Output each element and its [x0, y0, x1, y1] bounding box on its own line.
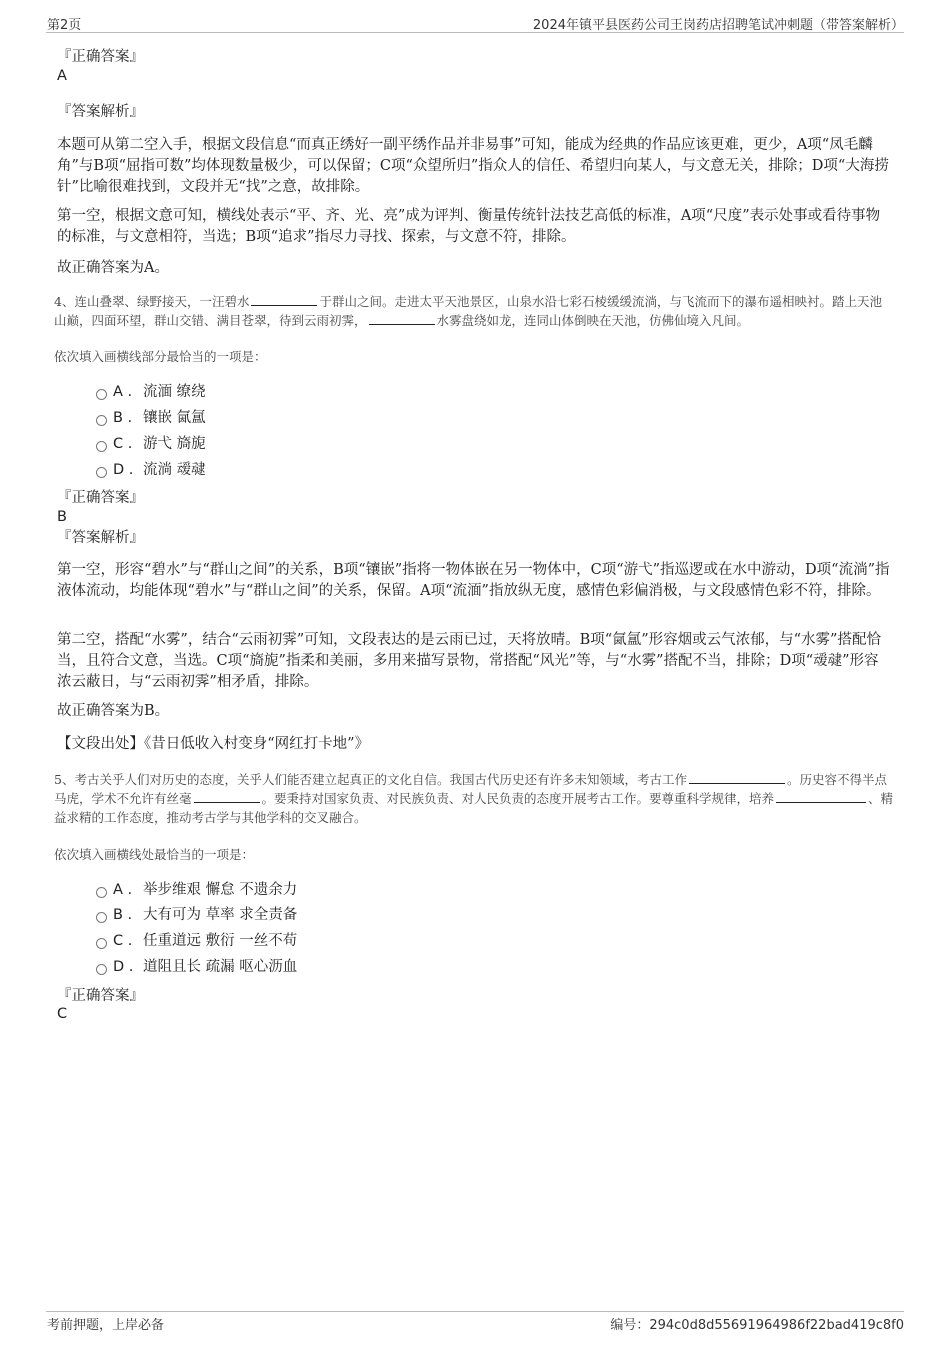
radio-icon[interactable] — [96, 938, 107, 949]
option-text: 游弋 旖旎 — [143, 436, 206, 452]
stem-text: 、精益求精的工作态度，推动考古学与其他学科的交叉融合。 — [54, 791, 894, 825]
correct-answer-label: 『正确答案』 — [57, 490, 144, 506]
correct-answer-value: A — [57, 68, 67, 84]
correct-answer-label: 『正确答案』 — [57, 988, 144, 1004]
source-citation: 【文段出处】《昔日低收入村变身“网红打卡地”》 — [57, 736, 370, 752]
analysis-paragraph: 第一空，形容“碧水”与“群山之间”的关系，B项“镶嵌”指将一物体嵌在另一物体中，C项“游弋”指巡逻或在水中游动，D项“流淌”指液体流动，均能体现“碧水”与“群山之间”的关系，保留。A项“流湎”指放纵无度，感情色彩偏消极，与文段感情色彩不符，排除。 — [57, 562, 890, 599]
analysis-conclusion: 故正确答案为B。 — [57, 703, 170, 719]
question-prompt: 依次填入画横线处最恰当的一项是： — [54, 847, 255, 862]
option-text: 流淌 叆叇 — [143, 462, 206, 478]
option-text: 举步维艰 懈怠 不遗余力 — [143, 882, 298, 898]
radio-icon[interactable] — [96, 964, 107, 975]
radio-icon[interactable] — [96, 887, 107, 898]
fill-blank — [689, 771, 785, 784]
option-letter: B . — [113, 907, 133, 923]
header-divider — [46, 32, 904, 33]
option-letter: D . — [113, 959, 134, 975]
radio-icon[interactable] — [96, 415, 107, 426]
question-stem — [54, 292, 894, 330]
fill-blank — [251, 293, 317, 306]
option-d[interactable] — [96, 957, 297, 977]
fill-blank — [194, 790, 260, 803]
analysis-paragraph: 本题可从第二空入手，根据文段信息“而真正绣好一副平绣作品并非易事”可知，能成为经典的作品应该更难，更少，A项“凤毛麟角”与B项“屈指可数”均体现数量极少，可以保留；C项“众望所归”指众人的信任、希望归向某人，与文意无关，排除；D项“大海捞针”比喻很难找到，文段并无“找”之意，故排除。 — [57, 137, 889, 195]
radio-icon[interactable] — [96, 912, 107, 923]
option-a[interactable] — [96, 880, 297, 900]
option-b[interactable] — [96, 408, 206, 428]
fill-blank — [369, 312, 435, 325]
option-text: 任重道远 敷衍 一丝不苟 — [143, 933, 298, 949]
option-text: 镶嵌 氤氲 — [143, 410, 206, 426]
option-text: 流湎 缭绕 — [143, 384, 206, 400]
footer-slogan: 考前押题，上岸必备 — [47, 1318, 165, 1333]
option-b[interactable] — [96, 905, 297, 925]
fill-blank — [776, 790, 866, 803]
analysis-conclusion: 故正确答案为A。 — [57, 260, 169, 276]
stem-text: 于群山之间。走进太平天池景区，山泉水沿七彩石棱缓缓流淌，与飞流而下的瀑布遥相映衬。踏上天池山巅，四面环望，群山交错、满目苍翠，待到云雨初霁， — [54, 294, 882, 328]
option-a[interactable] — [96, 382, 206, 402]
document-title: 2024年镇平县医药公司王岗药店招聘笔试冲刺题（带答案解析） — [532, 18, 904, 33]
answer-analysis-label: 『答案解析』 — [57, 530, 144, 546]
option-letter: C . — [113, 933, 133, 949]
option-d[interactable] — [96, 460, 206, 480]
option-c[interactable] — [96, 931, 297, 951]
analysis-paragraph: 第二空，搭配“水雾”，结合“云雨初霁”可知，文段表达的是云雨已过，天将放晴。B项“氤氲”形容烟或云气浓郁，与“水雾”搭配恰当，且符合文意，当选。C项“旖旎”指柔和美丽，多用来描写景物，常搭配“风光”等，与“水雾”搭配不当，排除；D项“叆叇”形容浓云蔽日，与“云雨初霁”相矛盾，排除。 — [57, 632, 881, 690]
page-number: 第2页 — [47, 18, 82, 33]
correct-answer-label: 『正确答案』 — [57, 49, 144, 65]
option-c[interactable] — [96, 434, 206, 454]
correct-answer-value: C — [57, 1006, 68, 1022]
footer-divider — [46, 1311, 904, 1312]
answer-analysis-label: 『答案解析』 — [57, 104, 144, 120]
stem-text: 。要秉持对国家负责、对民族负责、对人民负责的态度开展考古工作。要尊重科学规律，培养 — [261, 791, 775, 806]
document-id: 编号：294c0d8d55691964986f22bad419c8f0 — [610, 1318, 904, 1333]
correct-answer-value: B — [57, 509, 67, 525]
stem-text: 5、考古关乎人们对历史的态度，关乎人们能否建立起真正的文化自信。我国古代历史还有许多未知领域，考古工作 — [54, 772, 687, 787]
option-text: 大有可为 草率 求全责备 — [143, 907, 298, 923]
radio-icon[interactable] — [96, 389, 107, 400]
option-letter: B . — [113, 410, 133, 426]
option-letter: D . — [113, 462, 134, 478]
radio-icon[interactable] — [96, 467, 107, 478]
stem-text: 。历史容不得半点马虎，学术不允许有丝毫 — [54, 772, 887, 806]
stem-text: 水雾盘绕如龙，连同山体倒映在天池，仿佛仙境入凡间。 — [436, 313, 750, 328]
radio-icon[interactable] — [96, 441, 107, 452]
option-letter: A . — [113, 384, 133, 400]
question-stem — [54, 770, 894, 827]
question-prompt: 依次填入画横线部分最恰当的一项是： — [54, 349, 267, 364]
option-letter: C . — [113, 436, 133, 452]
analysis-paragraph: 第一空，根据文意可知，横线处表示“平、齐、光、亮”成为评判、衡量传统针法技艺高低的标准，A项“尺度”表示处事或看待事物的标准，与文意相符，当选；B项“追求”指尽力寻找、探索，与文意不符，排除。 — [57, 208, 881, 245]
stem-text: 4、连山叠翠、绿野接天，一汪碧水 — [54, 294, 250, 309]
option-text: 道阻且长 疏漏 呕心沥血 — [143, 959, 298, 975]
option-letter: A . — [113, 882, 133, 898]
